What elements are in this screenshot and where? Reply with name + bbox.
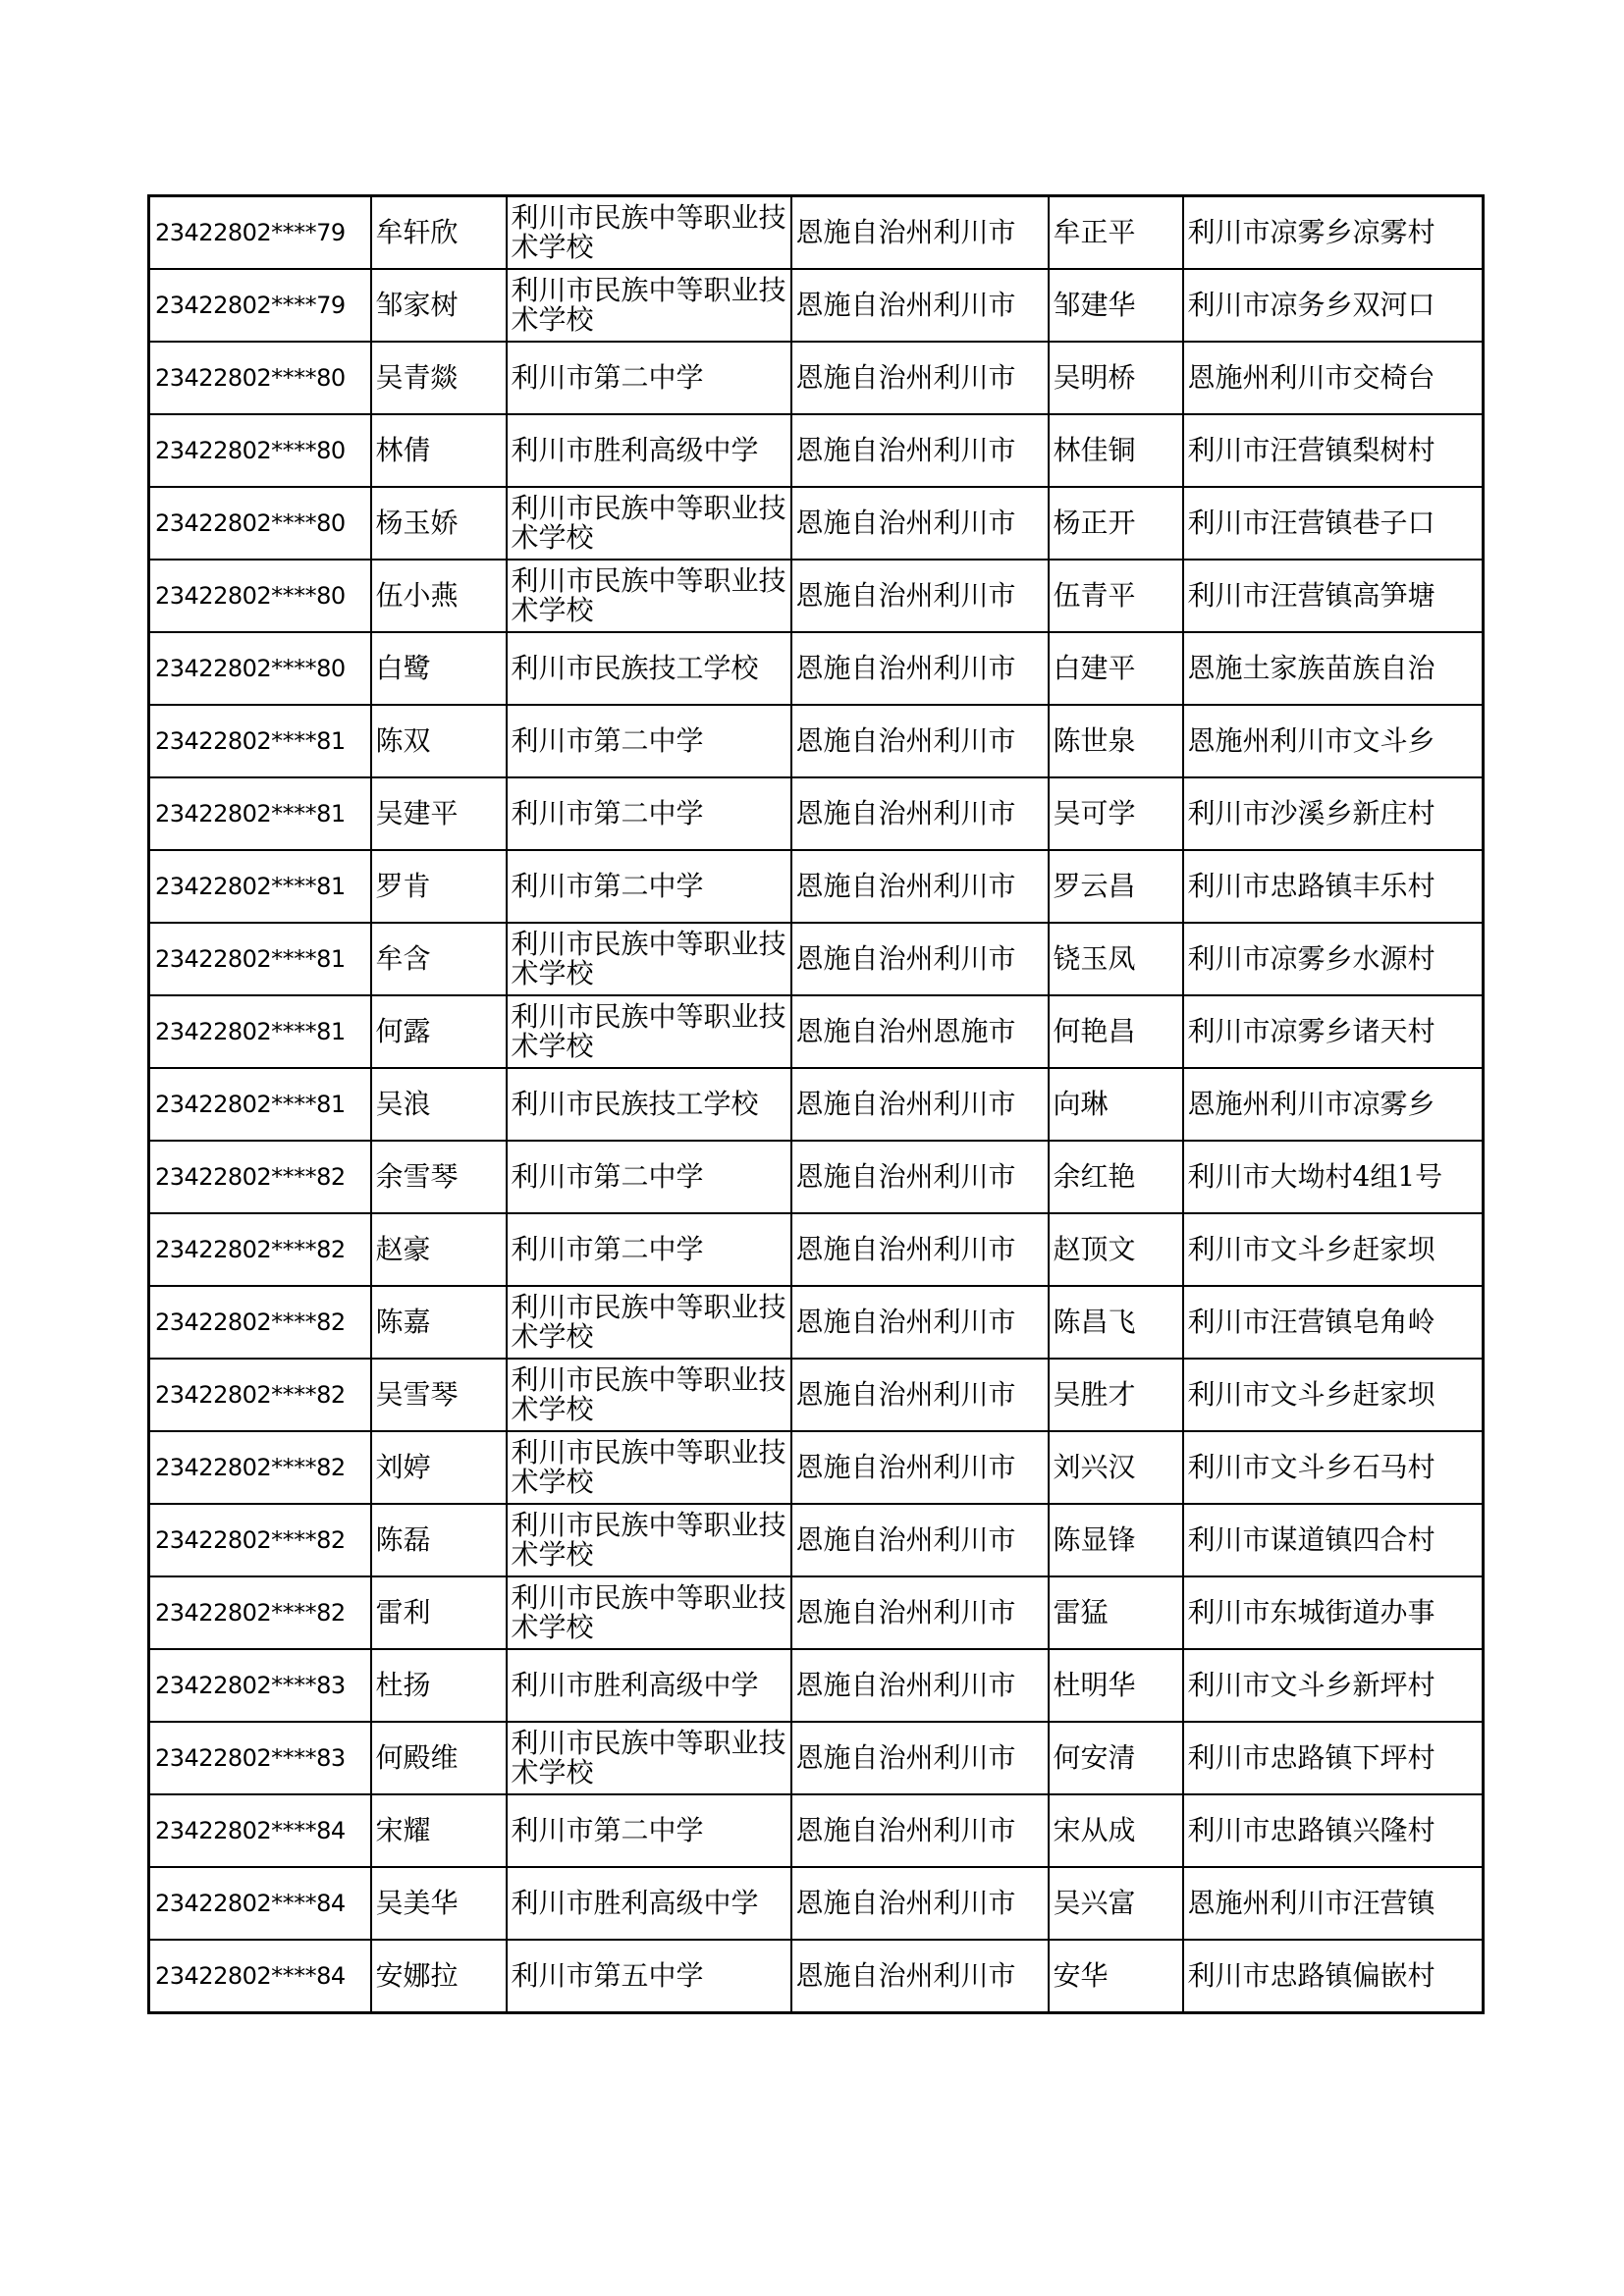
school-cell: 利川市民族中等职业技术学校: [507, 560, 791, 632]
guardian-name-cell: 杨正开: [1049, 487, 1183, 560]
region-cell: 恩施自治州利川市: [791, 414, 1049, 487]
region-cell: 恩施自治州利川市: [791, 632, 1049, 705]
student-name-cell: 陈双: [371, 705, 507, 777]
student-name-cell: 林倩: [371, 414, 507, 487]
table-row: [149, 1867, 1484, 1940]
id-number-cell: 23422802****84: [149, 1940, 371, 2013]
id-number-cell: 23422802****81: [149, 923, 371, 995]
school-cell: 利川市第二中学: [507, 705, 791, 777]
student-name-cell: 吴建平: [371, 777, 507, 850]
region-cell: 恩施自治州利川市: [791, 560, 1049, 632]
id-number-cell: 23422802****81: [149, 777, 371, 850]
region-cell: 恩施自治州利川市: [791, 1213, 1049, 1286]
address-cell: 利川市文斗乡石马村: [1183, 1431, 1484, 1504]
address-cell: 利川市忠路镇兴隆村: [1183, 1794, 1484, 1867]
guardian-name-cell: 牟正平: [1049, 196, 1183, 270]
address-cell: 利川市忠路镇下坪村: [1183, 1722, 1484, 1794]
address-cell: 恩施州利川市文斗乡: [1183, 705, 1484, 777]
student-name-cell: 吴青燚: [371, 342, 507, 414]
guardian-name-cell: 吴兴富: [1049, 1867, 1183, 1940]
guardian-name-cell: 林佳铜: [1049, 414, 1183, 487]
address-cell: 利川市沙溪乡新庄村: [1183, 777, 1484, 850]
table-row: [149, 1213, 1484, 1286]
address-cell: 利川市汪营镇梨树村: [1183, 414, 1484, 487]
school-cell: 利川市第二中学: [507, 1141, 791, 1213]
table-row: [149, 1431, 1484, 1504]
region-cell: 恩施自治州利川市: [791, 1940, 1049, 2013]
region-cell: 恩施自治州利川市: [791, 1141, 1049, 1213]
school-cell: 利川市民族技工学校: [507, 1068, 791, 1141]
school-cell: 利川市胜利高级中学: [507, 1649, 791, 1722]
table-row: [149, 560, 1484, 632]
student-name-cell: 何露: [371, 995, 507, 1068]
address-cell: 利川市汪营镇高笋塘: [1183, 560, 1484, 632]
region-cell: 恩施自治州利川市: [791, 705, 1049, 777]
school-cell: 利川市第二中学: [507, 1213, 791, 1286]
student-roster-table: [147, 194, 1485, 2014]
student-name-cell: 罗肯: [371, 850, 507, 923]
id-number-cell: 23422802****83: [149, 1649, 371, 1722]
region-cell: 恩施自治州利川市: [791, 1576, 1049, 1649]
id-number-cell: 23422802****81: [149, 850, 371, 923]
school-cell: 利川市民族中等职业技术学校: [507, 1722, 791, 1794]
school-cell: 利川市民族中等职业技术学校: [507, 269, 791, 342]
guardian-name-cell: 白建平: [1049, 632, 1183, 705]
id-number-cell: 23422802****80: [149, 632, 371, 705]
region-cell: 恩施自治州利川市: [791, 1359, 1049, 1431]
id-number-cell: 23422802****84: [149, 1867, 371, 1940]
region-cell: 恩施自治州利川市: [791, 1068, 1049, 1141]
school-cell: 利川市民族中等职业技术学校: [507, 923, 791, 995]
address-cell: 利川市文斗乡赶家坝: [1183, 1213, 1484, 1286]
school-cell: 利川市第二中学: [507, 850, 791, 923]
guardian-name-cell: 邹建华: [1049, 269, 1183, 342]
guardian-name-cell: 罗云昌: [1049, 850, 1183, 923]
address-cell: 利川市汪营镇巷子口: [1183, 487, 1484, 560]
region-cell: 恩施自治州利川市: [791, 923, 1049, 995]
id-number-cell: 23422802****82: [149, 1213, 371, 1286]
id-number-cell: 23422802****82: [149, 1504, 371, 1576]
guardian-name-cell: 陈世泉: [1049, 705, 1183, 777]
student-name-cell: 吴美华: [371, 1867, 507, 1940]
id-number-cell: 23422802****82: [149, 1141, 371, 1213]
region-cell: 恩施自治州利川市: [791, 1504, 1049, 1576]
guardian-name-cell: 雷猛: [1049, 1576, 1183, 1649]
guardian-name-cell: 赵顶文: [1049, 1213, 1183, 1286]
school-cell: 利川市胜利高级中学: [507, 1867, 791, 1940]
table-row: [149, 196, 1484, 270]
guardian-name-cell: 伍青平: [1049, 560, 1183, 632]
address-cell: 利川市文斗乡赶家坝: [1183, 1359, 1484, 1431]
id-number-cell: 23422802****81: [149, 1068, 371, 1141]
address-cell: 利川市凉雾乡水源村: [1183, 923, 1484, 995]
region-cell: 恩施自治州恩施市: [791, 995, 1049, 1068]
table-row: [149, 1359, 1484, 1431]
region-cell: 恩施自治州利川市: [791, 1794, 1049, 1867]
guardian-name-cell: 何安清: [1049, 1722, 1183, 1794]
school-cell: 利川市民族中等职业技术学校: [507, 1286, 791, 1359]
region-cell: 恩施自治州利川市: [791, 1431, 1049, 1504]
school-cell: 利川市民族中等职业技术学校: [507, 1359, 791, 1431]
school-cell: 利川市民族技工学校: [507, 632, 791, 705]
table-row: [149, 1722, 1484, 1794]
guardian-name-cell: 吴胜才: [1049, 1359, 1183, 1431]
student-name-cell: 赵豪: [371, 1213, 507, 1286]
id-number-cell: 23422802****80: [149, 414, 371, 487]
guardian-name-cell: 陈显锋: [1049, 1504, 1183, 1576]
id-number-cell: 23422802****82: [149, 1576, 371, 1649]
region-cell: 恩施自治州利川市: [791, 1286, 1049, 1359]
student-name-cell: 宋耀: [371, 1794, 507, 1867]
school-cell: 利川市民族中等职业技术学校: [507, 995, 791, 1068]
address-cell: 利川市谋道镇四合村: [1183, 1504, 1484, 1576]
region-cell: 恩施自治州利川市: [791, 196, 1049, 270]
id-number-cell: 23422802****82: [149, 1431, 371, 1504]
address-cell: 恩施州利川市交椅台: [1183, 342, 1484, 414]
id-number-cell: 23422802****84: [149, 1794, 371, 1867]
student-name-cell: 牟含: [371, 923, 507, 995]
school-cell: 利川市第二中学: [507, 1794, 791, 1867]
student-name-cell: 雷利: [371, 1576, 507, 1649]
guardian-name-cell: 吴明桥: [1049, 342, 1183, 414]
address-cell: 利川市忠路镇丰乐村: [1183, 850, 1484, 923]
school-cell: 利川市民族中等职业技术学校: [507, 487, 791, 560]
id-number-cell: 23422802****81: [149, 705, 371, 777]
school-cell: 利川市民族中等职业技术学校: [507, 1576, 791, 1649]
student-name-cell: 杨玉娇: [371, 487, 507, 560]
id-number-cell: 23422802****79: [149, 269, 371, 342]
table-row: [149, 1068, 1484, 1141]
school-cell: 利川市胜利高级中学: [507, 414, 791, 487]
address-cell: 恩施州利川市凉雾乡: [1183, 1068, 1484, 1141]
table-row: [149, 777, 1484, 850]
address-cell: 利川市大坳村4组1号: [1183, 1141, 1484, 1213]
school-cell: 利川市民族中等职业技术学校: [507, 196, 791, 270]
guardian-name-cell: 杜明华: [1049, 1649, 1183, 1722]
table-row: [149, 1794, 1484, 1867]
region-cell: 恩施自治州利川市: [791, 487, 1049, 560]
student-name-cell: 安娜拉: [371, 1940, 507, 2013]
table-row: [149, 850, 1484, 923]
table-row: [149, 1649, 1484, 1722]
id-number-cell: 23422802****79: [149, 196, 371, 270]
table-row: [149, 269, 1484, 342]
table-row: [149, 414, 1484, 487]
region-cell: 恩施自治州利川市: [791, 269, 1049, 342]
student-name-cell: 陈嘉: [371, 1286, 507, 1359]
address-cell: 恩施州利川市汪营镇: [1183, 1867, 1484, 1940]
address-cell: 利川市文斗乡新坪村: [1183, 1649, 1484, 1722]
student-name-cell: 陈磊: [371, 1504, 507, 1576]
student-name-cell: 吴浪: [371, 1068, 507, 1141]
id-number-cell: 23422802****80: [149, 560, 371, 632]
region-cell: 恩施自治州利川市: [791, 777, 1049, 850]
table-row: [149, 923, 1484, 995]
school-cell: 利川市民族中等职业技术学校: [507, 1504, 791, 1576]
school-cell: 利川市第二中学: [507, 777, 791, 850]
roster-body: [149, 196, 1484, 2013]
id-number-cell: 23422802****83: [149, 1722, 371, 1794]
table-row: [149, 1504, 1484, 1576]
table-row: [149, 632, 1484, 705]
student-name-cell: 杜扬: [371, 1649, 507, 1722]
student-name-cell: 刘婷: [371, 1431, 507, 1504]
school-cell: 利川市民族中等职业技术学校: [507, 1431, 791, 1504]
guardian-name-cell: 吴可学: [1049, 777, 1183, 850]
guardian-name-cell: 刘兴汉: [1049, 1431, 1183, 1504]
id-number-cell: 23422802****82: [149, 1359, 371, 1431]
table-row: [149, 1141, 1484, 1213]
region-cell: 恩施自治州利川市: [791, 1722, 1049, 1794]
guardian-name-cell: 铙玉凤: [1049, 923, 1183, 995]
address-cell: 恩施土家族苗族自治: [1183, 632, 1484, 705]
table-row: [149, 705, 1484, 777]
guardian-name-cell: 陈昌飞: [1049, 1286, 1183, 1359]
table-row: [149, 995, 1484, 1068]
table-row: [149, 342, 1484, 414]
student-name-cell: 余雪琴: [371, 1141, 507, 1213]
student-name-cell: 白鹭: [371, 632, 507, 705]
id-number-cell: 23422802****80: [149, 487, 371, 560]
id-number-cell: 23422802****80: [149, 342, 371, 414]
region-cell: 恩施自治州利川市: [791, 1649, 1049, 1722]
school-cell: 利川市第二中学: [507, 342, 791, 414]
region-cell: 恩施自治州利川市: [791, 1867, 1049, 1940]
table-row: [149, 487, 1484, 560]
student-name-cell: 吴雪琴: [371, 1359, 507, 1431]
table-row: [149, 1576, 1484, 1649]
table-row: [149, 1286, 1484, 1359]
student-name-cell: 伍小燕: [371, 560, 507, 632]
address-cell: 利川市凉雾乡诸天村: [1183, 995, 1484, 1068]
guardian-name-cell: 何艳昌: [1049, 995, 1183, 1068]
guardian-name-cell: 宋从成: [1049, 1794, 1183, 1867]
address-cell: 利川市凉务乡双河口: [1183, 269, 1484, 342]
guardian-name-cell: 安华: [1049, 1940, 1183, 2013]
id-number-cell: 23422802****82: [149, 1286, 371, 1359]
address-cell: 利川市东城街道办事: [1183, 1576, 1484, 1649]
table-row: [149, 1940, 1484, 2013]
guardian-name-cell: 向琳: [1049, 1068, 1183, 1141]
address-cell: 利川市汪营镇皂角岭: [1183, 1286, 1484, 1359]
region-cell: 恩施自治州利川市: [791, 342, 1049, 414]
student-name-cell: 邹家树: [371, 269, 507, 342]
school-cell: 利川市第五中学: [507, 1940, 791, 2013]
address-cell: 利川市凉雾乡凉雾村: [1183, 196, 1484, 270]
address-cell: 利川市忠路镇偏嵌村: [1183, 1940, 1484, 2013]
guardian-name-cell: 余红艳: [1049, 1141, 1183, 1213]
region-cell: 恩施自治州利川市: [791, 850, 1049, 923]
id-number-cell: 23422802****81: [149, 995, 371, 1068]
student-name-cell: 牟轩欣: [371, 196, 507, 270]
student-name-cell: 何殿维: [371, 1722, 507, 1794]
